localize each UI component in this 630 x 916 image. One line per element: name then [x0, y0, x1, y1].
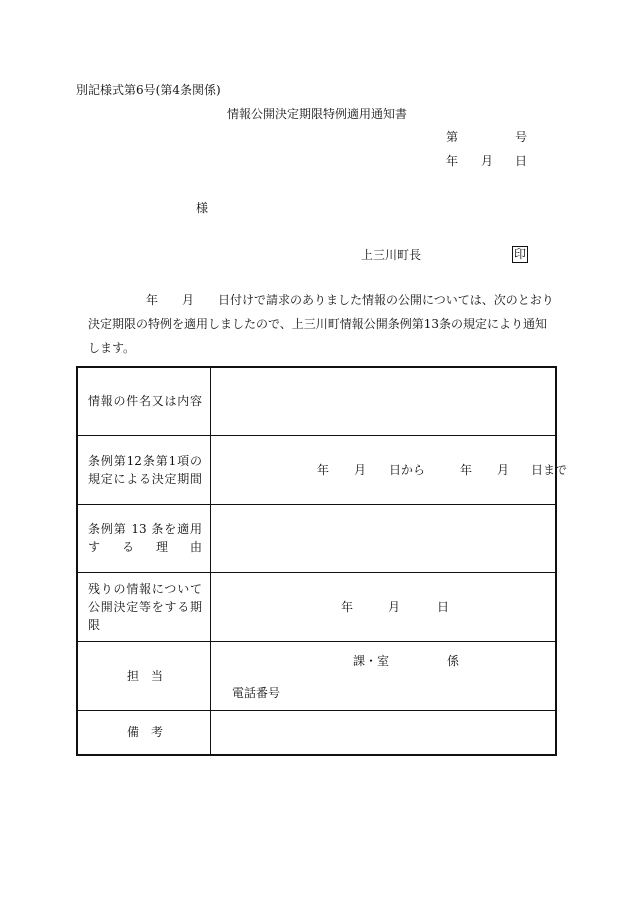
row-reason [77, 504, 556, 572]
contact-dept: 課・室 [353, 653, 390, 668]
value-reason[interactable] [211, 504, 557, 572]
date-year: 年 [446, 154, 459, 168]
details-table [76, 366, 568, 756]
label-period: 条例第12条第1項の規定による決定期間 [77, 435, 211, 504]
contact-section: 係 [447, 653, 460, 668]
deadline-month: 月 [388, 599, 401, 614]
label-contact: 担 当 [77, 641, 211, 710]
label-deadline: 残りの情報について公開決定等をする期限 [77, 572, 211, 641]
value-contact[interactable] [211, 641, 557, 710]
deadline-day: 日 [437, 599, 450, 614]
body-month: 月 [182, 293, 195, 307]
period-year-from: 年 [317, 462, 330, 477]
row-contact [77, 641, 556, 710]
date-day: 日 [515, 154, 528, 168]
value-subject[interactable] [211, 367, 557, 435]
period-day-from: 日から [389, 462, 426, 477]
body-text: 日付けで請求のありました情報の公開については、次のとおり決定期限の特例を適用しましたので、上三川町情報公開条例第13条の規定により通知します。 [88, 293, 554, 355]
row-subject [77, 367, 556, 435]
period-day-to: 日まで [531, 462, 568, 477]
row-period [77, 435, 556, 504]
period-month-from: 月 [354, 462, 367, 477]
form-number: 別記様式第6号(第4条関係) [76, 83, 221, 97]
deadline-year: 年 [341, 599, 354, 614]
doc-number-suffix: 号 [515, 130, 528, 144]
label-remarks: 備 考 [77, 710, 211, 755]
body-year: 年 [146, 293, 159, 307]
doc-number-prefix: 第 [446, 130, 459, 144]
issuer-name: 上三川町長 [361, 248, 422, 262]
value-remarks[interactable] [211, 710, 557, 755]
value-deadline[interactable] [211, 572, 557, 641]
seal-mark: 印 [514, 247, 527, 261]
notice-paragraph [88, 288, 558, 360]
recipient-suffix: 様 [196, 201, 209, 215]
label-reason: 条例第 13 条を適用する理由 [77, 504, 211, 572]
date-month: 月 [481, 154, 494, 168]
value-period[interactable] [211, 435, 568, 504]
row-remarks [77, 710, 556, 755]
row-deadline [77, 572, 556, 641]
period-month-to: 月 [497, 462, 510, 477]
label-subject: 情報の件名又は内容 [77, 367, 211, 435]
contact-phone: 電話番号 [232, 685, 281, 700]
document-title: 情報公開決定期限特例適用通知書 [227, 107, 408, 121]
period-year-to: 年 [460, 462, 473, 477]
